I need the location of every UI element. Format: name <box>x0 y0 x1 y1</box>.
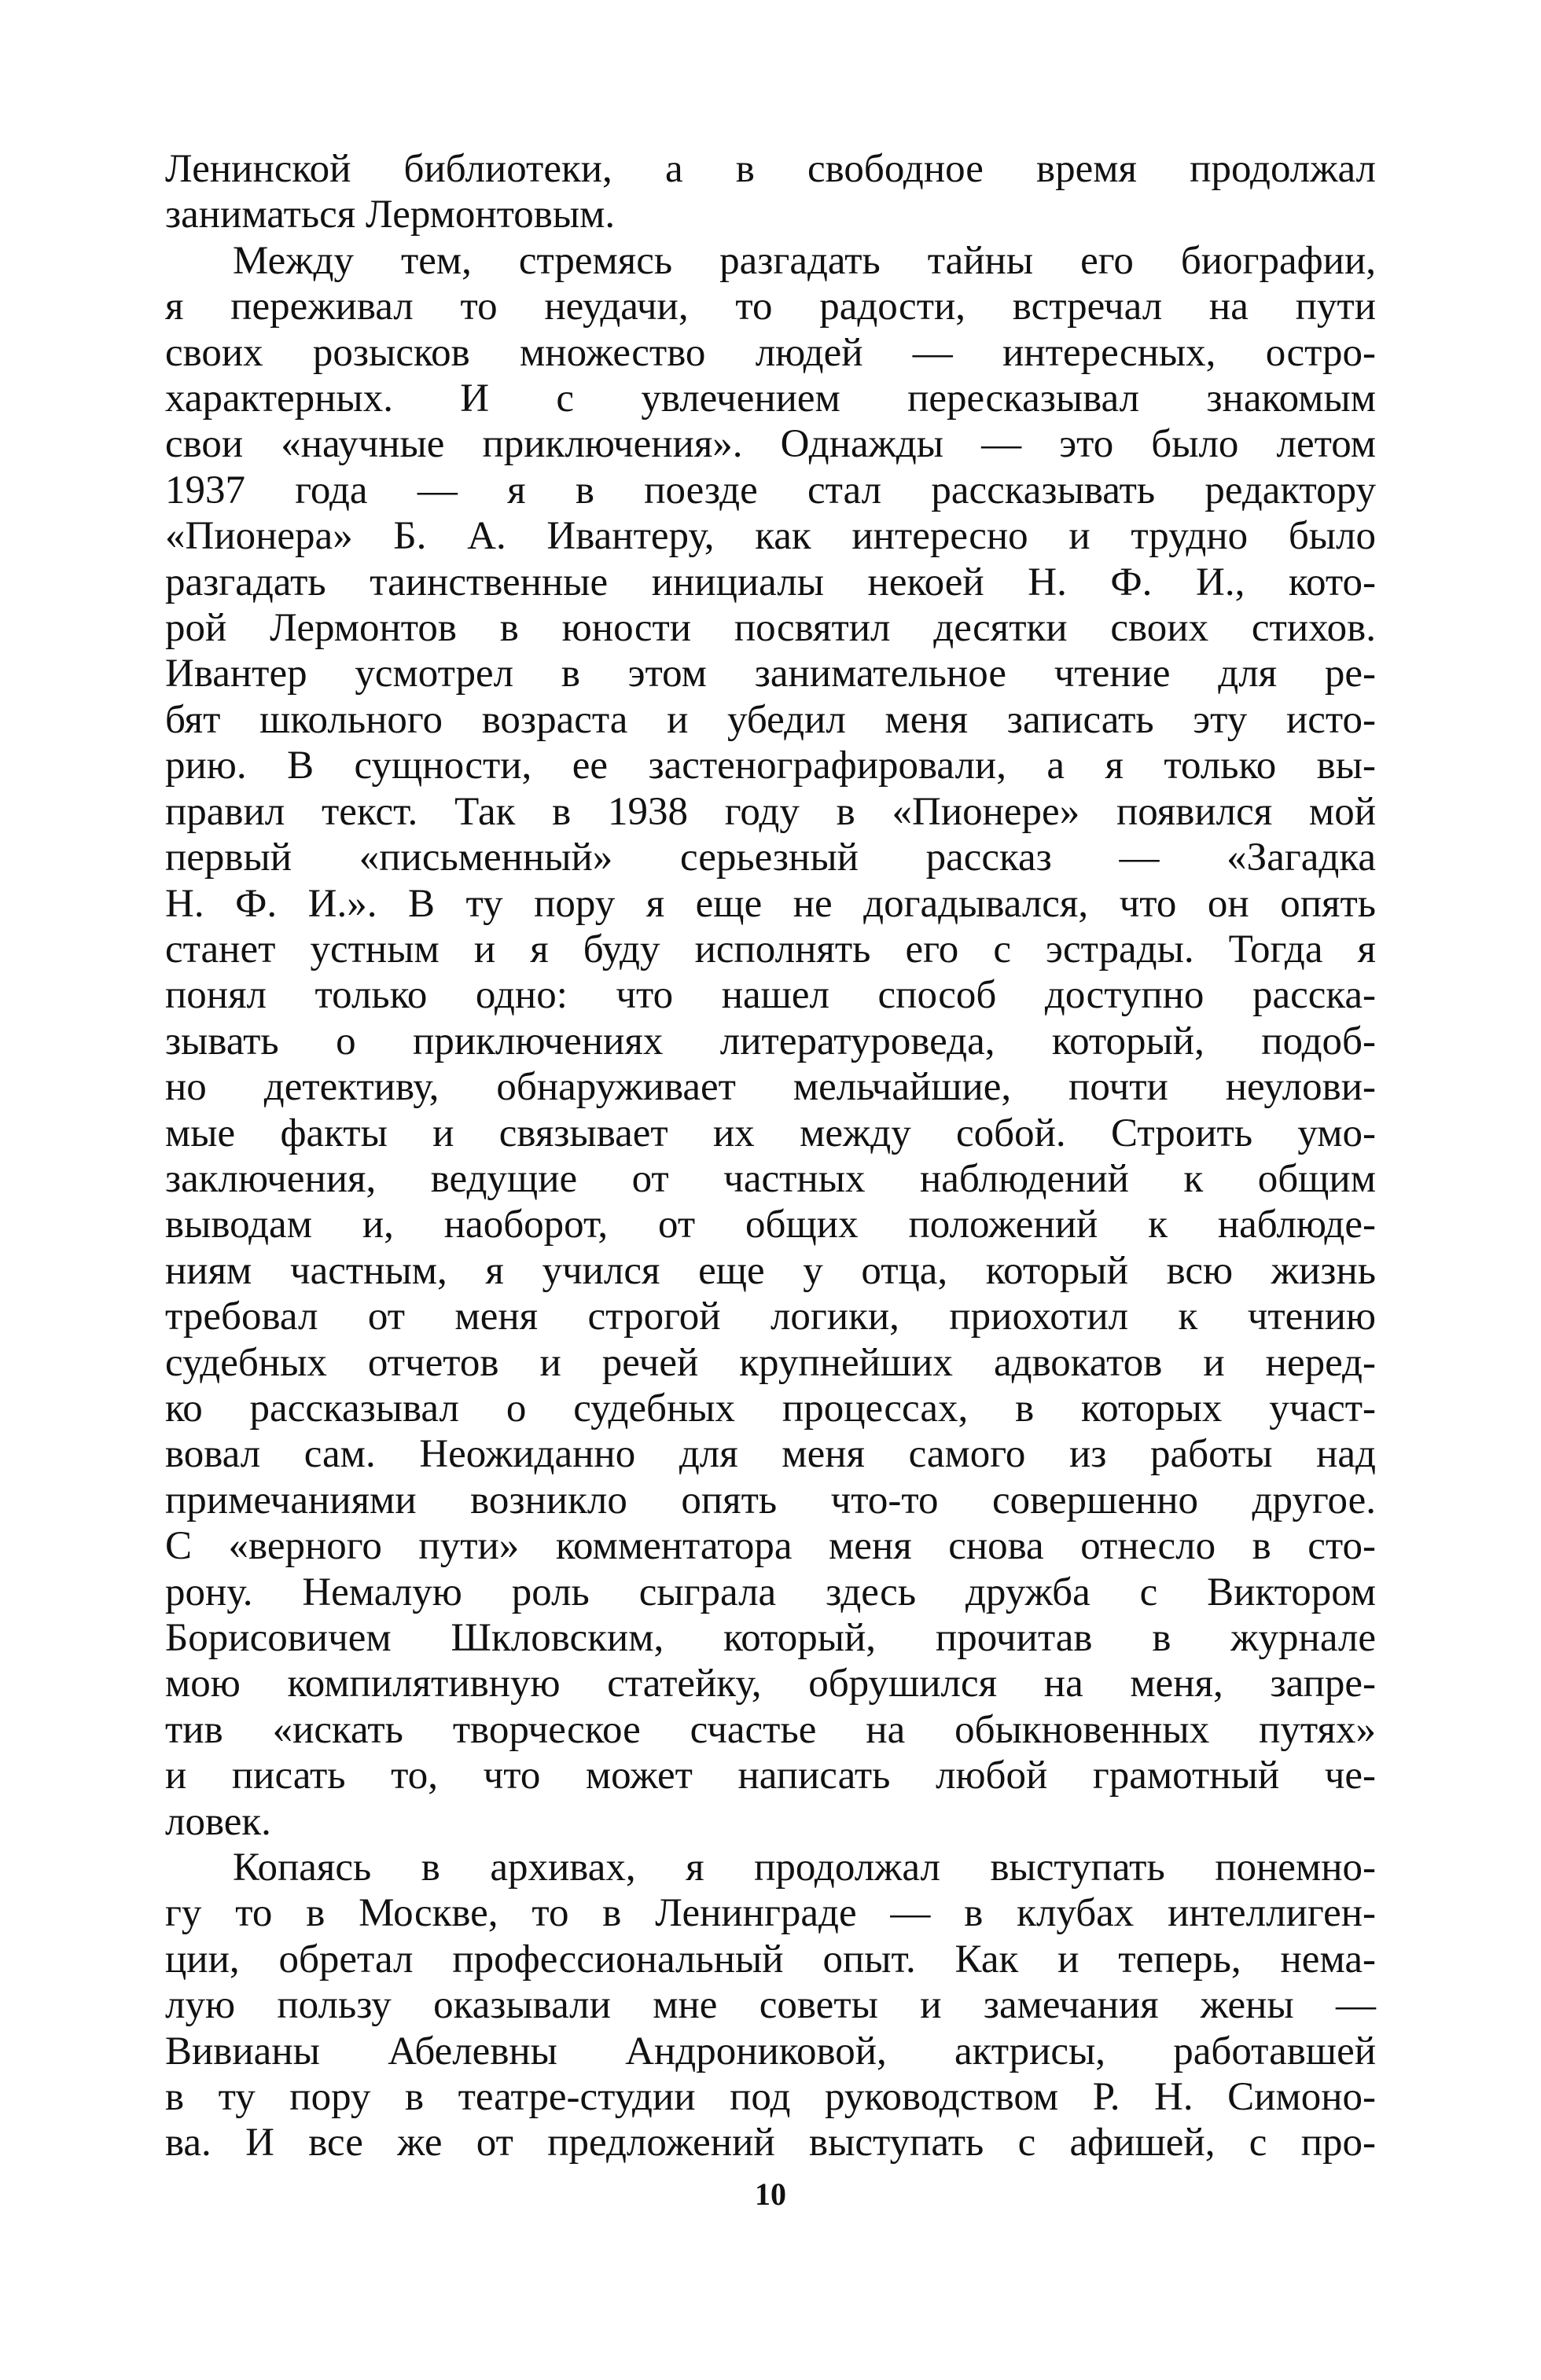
text-line: рону. Немалую роль сыграла здесь дружба с Виктором <box>165 1570 1376 1614</box>
text-line: Между тем, стремясь разгадать тайны его биографии, <box>233 238 1376 283</box>
text-line: первый «письменный» серьезный рассказ — «Загадка <box>165 836 1376 880</box>
text-line: Вивианы Абелевны Андрониковой, актрисы, работавшей <box>165 2029 1376 2073</box>
text-line: заключения, ведущие от частных наблюдений к общим <box>165 1156 1376 1201</box>
text-line: Борисовичем Шкловским, который, прочитав в журнале <box>165 1616 1376 1660</box>
text-line: разгадать таинственные инициалы некоей Н. Ф. И., кото- <box>165 560 1376 604</box>
page-number: 10 <box>755 2176 786 2212</box>
text-line: «Пионера» Б. А. Ивантеру, как интересно и трудно было <box>165 514 1376 559</box>
text-line: характерных. И с увлечением пересказывал знакомым <box>165 376 1376 421</box>
body-text <box>165 146 1376 2166</box>
text-line: и писать то, что может написать любой грамотный че- <box>165 1754 1376 1798</box>
text-line: мые факты и связывает их между собой. Строить умо- <box>165 1111 1376 1155</box>
text-line: но детективу, обнаруживает мельчайшие, почти неулови- <box>165 1065 1376 1110</box>
text-line: 1937 года — я в поезде стал рассказывать редактору <box>165 468 1376 512</box>
text-line: ниям частным, я учился еще у отца, который всю жизнь <box>165 1248 1376 1293</box>
text-line: примечаниями возникло опять что-то совершенно другое. <box>165 1478 1376 1522</box>
text-line: судебных отчетов и речей крупнейших адвокатов и неред- <box>165 1340 1376 1385</box>
text-line: заниматься Лермонтовым. <box>165 193 616 237</box>
text-line: ва. И все же от предложений выступать с афишей, с про- <box>165 2121 1376 2165</box>
text-line: С «верного пути» комментатора меня снова отнесло в сто- <box>165 1524 1376 1569</box>
text-line: свои «научные приключения». Однажды — это было летом <box>165 422 1376 467</box>
text-line: тив «искать творческое счастье на обыкновенных путях» <box>165 1707 1376 1752</box>
text-line: правил текст. Так в 1938 году в «Пионере» появился мой <box>165 789 1376 834</box>
text-line: лую пользу оказывали мне советы и замечания жены — <box>165 1983 1376 2028</box>
text-line: зывать о приключениях литературоведа, который, подоб- <box>165 1019 1376 1063</box>
text-line: ко рассказывал о судебных процессах, в которых участ- <box>165 1386 1376 1431</box>
text-line: Копаясь в архивах, я продолжал выступать понемно- <box>233 1846 1376 1890</box>
text-line: вовал сам. Неожиданно для меня самого из работы над <box>165 1432 1376 1477</box>
text-line: бят школьного возраста и убедил меня записать эту исто- <box>165 697 1376 742</box>
text-line: в ту пору в театре-студии под руководством Р. Н. Симоно- <box>165 2075 1376 2120</box>
text-line: Ивантер усмотрел в этом занимательное чтение для ре- <box>165 652 1376 696</box>
text-line: рой Лермонтов в юности посвятил десятки своих стихов. <box>165 606 1376 651</box>
text-line: своих розысков множество людей — интересных, остро- <box>165 330 1376 375</box>
text-line: выводам и, наоборот, от общих положений к наблюде- <box>165 1203 1376 1247</box>
text-line: рию. В сущности, ее застенографировали, а я только вы- <box>165 744 1376 788</box>
text-line: Ленинской библиотеки, а в свободное время продолжал <box>165 147 1376 191</box>
text-line: требовал от меня строгой логики, приохотил к чтению <box>165 1295 1376 1339</box>
text-line: понял только одно: что нашел способ доступно расска- <box>165 973 1376 1018</box>
text-line: станет устным и я буду исполнять его с эстрады. Тогда я <box>165 927 1376 971</box>
text-line: ловек. <box>165 1799 271 1844</box>
text-line: ции, обретал профессиональный опыт. Как и теперь, нема- <box>165 1937 1376 1981</box>
text-line: гу то в Москве, то в Ленинграде — в клубах интеллиген- <box>165 1891 1376 1936</box>
text-line: я переживал то неудачи, то радости, встречал на пути <box>165 285 1376 329</box>
text-line: мою компилятивную статейку, обрушился на меня, запре- <box>165 1662 1376 1706</box>
text-line: Н. Ф. И.». В ту пору я еще не догадывался, что он опять <box>165 881 1376 926</box>
